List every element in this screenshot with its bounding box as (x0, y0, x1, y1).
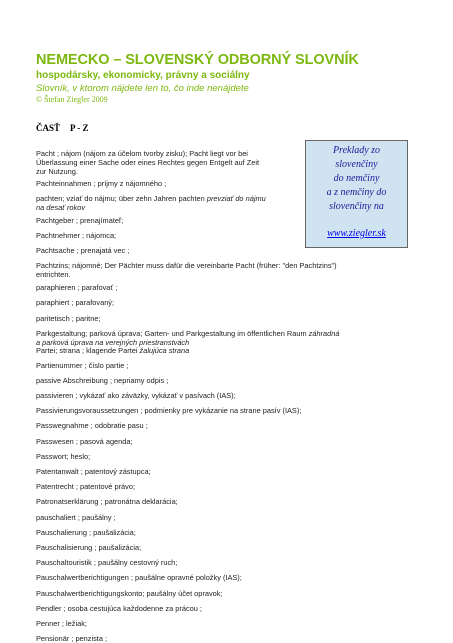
entry-paritetisch: paritetisch ; paritne; (36, 313, 101, 323)
promo-line: do nemčiny (333, 173, 380, 184)
entry-line: Überlassung einer Sache oder eines Rechtes gegen Entgelt auf Zeit (36, 158, 260, 167)
entry-line: Parkgestaltung; parková úprava; Garten- und Parkgestaltung im öffentlichen Raum (36, 328, 309, 338)
entry-line: zur Nutzung. (36, 167, 78, 176)
entry-translation: na desať rokov (36, 202, 86, 212)
copyright-notice: © Štefan Ziegler 2009 (36, 95, 108, 104)
entry-passwort: Passwort; heslo; (36, 451, 91, 461)
entry-pendler: Pendler ; osoba cestujúca každodenne za prácou ; (36, 603, 202, 613)
entry-pauschaltouristik: Pauschaltouristik ; paušálny cestovný ruch; (36, 558, 178, 568)
entry-pachtnehmer: Pachtnehmer ; nájomca; (36, 230, 117, 240)
entry-pauschalwertberichtigungen: Pauschalwertberichtigungen ; paušálne opravné položky (IAS); (36, 573, 242, 583)
entry-patentrecht: Patentrecht ; patentové právo; (36, 482, 136, 492)
entry-line: Partei; strana ; klagende Partei (36, 345, 140, 355)
entry-pachten (36, 194, 266, 212)
promo-box (305, 140, 408, 248)
entry-translation: záhradná (308, 328, 340, 338)
entry-partienummer: Partienummer ; číslo partie ; (36, 360, 129, 370)
entry-pauschalwertberichtigungskonto: Pauschalwertberichtigungskonto; paušálny účet opravok; (36, 588, 223, 598)
entry-line: Pacht ; nájom (nájom za účelom tvorby zisku); Pacht liegt vor bei (36, 149, 248, 158)
section-label: ČASŤ (36, 123, 61, 133)
promo-text (306, 144, 407, 214)
entry-pachteinnahmen: Pachteinnahmen ; príjmy z nájomného ; (36, 178, 167, 188)
entry-pacht (36, 149, 259, 176)
entry-passwegnahme: Passwegnahme ; odobratie pasu ; (36, 421, 148, 431)
entry-passive-abschreibung: passive Abschreibung ; nepriamy odpis ; (36, 375, 169, 385)
entry-paraphiert: paraphiert ; parafovaný; (36, 298, 115, 308)
promo-line: slovenčiny na (329, 201, 384, 212)
entry-translation: prevziať do nájmu (206, 193, 266, 203)
entry-patronatserklaerung: Patronatserklärung ; patronátna deklarácia; (36, 497, 178, 507)
entry-translation: žalujúca strana (139, 345, 190, 355)
entry-passwesen: Passwesen ; pasová agenda; (36, 436, 133, 446)
entry-line: pachten; vziať do nájmu; über zehn Jahren pachten (36, 193, 207, 203)
section-range: P - Z (70, 123, 89, 133)
entry-line: entrichten. (36, 270, 71, 280)
entry-pauschalierung: Pauschalierung ; paušalizácia; (36, 527, 136, 537)
document-slogan: Slovník, v ktorom nájdete len to, čo inde nenájdete (36, 83, 249, 94)
section-heading (36, 123, 89, 133)
promo-website-link[interactable]: www.ziegler.sk (327, 228, 386, 239)
promo-line: Preklady zo (332, 145, 381, 156)
entry-paraphieren: paraphieren ; parafovať ; (36, 283, 118, 293)
entry-partei (36, 346, 189, 355)
promo-line: slovenčiny (335, 159, 378, 170)
entry-patentanwalt: Patentanwalt ; patentový zástupca; (36, 467, 151, 476)
document-subtitle: hospodársky, ekonomicky, právny a sociálny (36, 70, 250, 81)
entry-passivieren: passivieren ; vykázať ako záväzky, vykázať v pasívach (IAS); (36, 391, 236, 401)
entry-passivierungsvoraussetzungen: Passivierungsvoraussetzungen ; podmienky pre vykázanie na strane pasív (IAS); (36, 406, 302, 416)
promo-line: a z nemčiny do (326, 187, 387, 198)
entry-pauschalisierung: Pauschalisierung ; paušalizácia; (36, 542, 142, 552)
entry-parkgestaltung (36, 329, 339, 347)
entry-translation: a parková úprava na verejných priestranstvách (36, 337, 190, 347)
entry-pachtgeber: Pachtgeber ; prenajímateľ; (36, 215, 124, 225)
entry-pensionaer: Pensionär ; penzista ; (36, 634, 108, 643)
document-title: NEMECKO – SLOVENSKÝ ODBORNÝ SLOVNÍK (36, 52, 359, 68)
entry-pauschaliert: pauschaliert ; paušálny ; (36, 512, 116, 522)
entry-line: Pachtzins; nájomné; Der Pächter muss dafür die vereinbarte Pacht (früher: "den Pachtzins") (36, 261, 337, 271)
entry-pachtzins (36, 261, 337, 279)
entry-penner: Penner ; ležiak; (36, 618, 87, 628)
entry-pachtsache: Pachtsache ; prenajatá vec ; (36, 246, 130, 255)
